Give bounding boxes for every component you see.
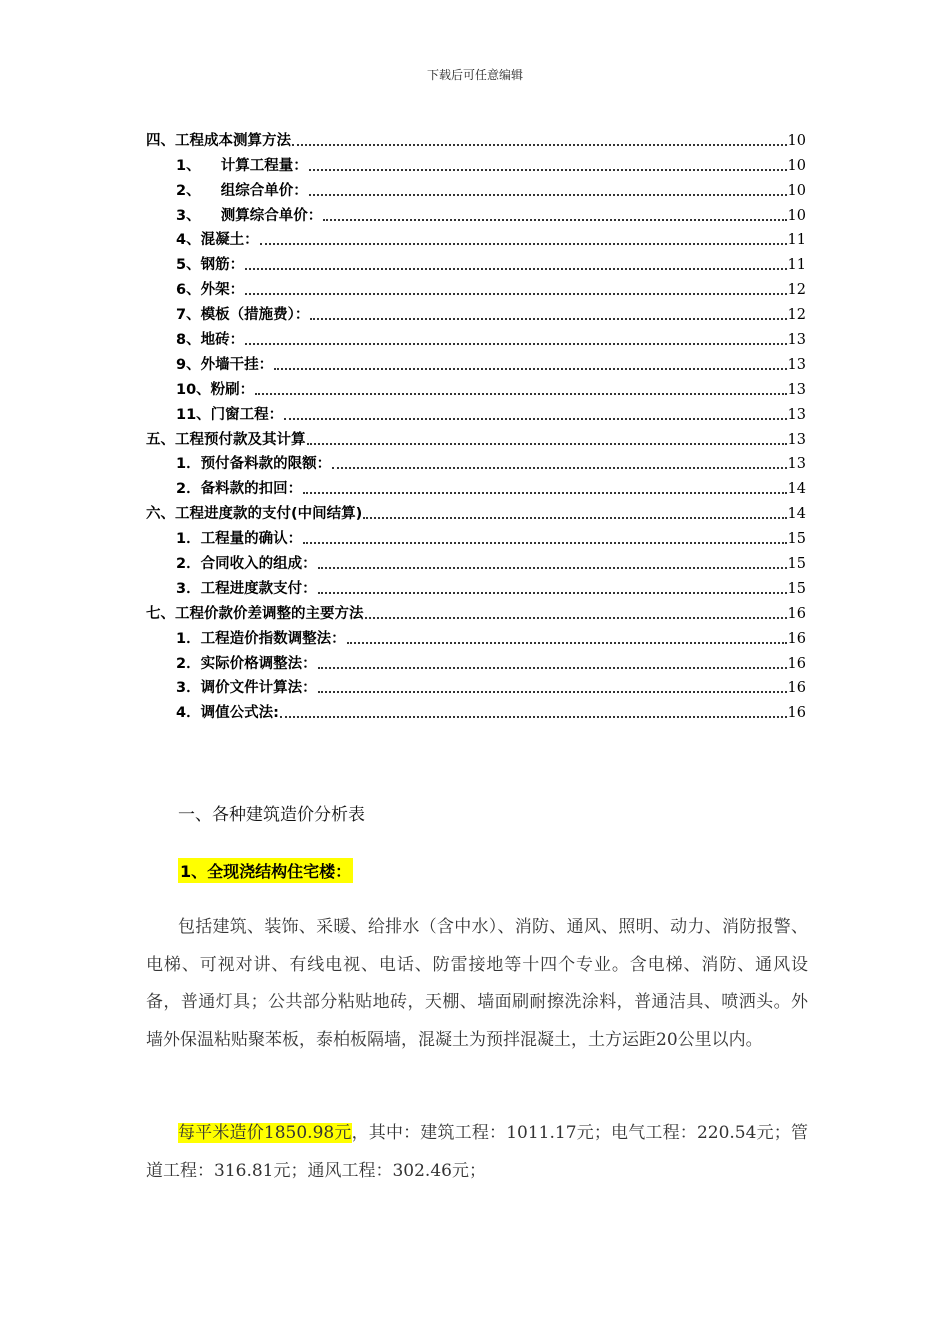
toc-entry[interactable] bbox=[146, 325, 806, 350]
toc-entry[interactable] bbox=[146, 151, 806, 176]
toc-leader-dots bbox=[307, 443, 787, 445]
toc-entry-label: 四、工程成本测算方法 bbox=[146, 132, 291, 149]
toc-entry-page: 16 bbox=[787, 605, 806, 622]
toc-leader-dots bbox=[318, 691, 787, 693]
section-title: 一、各种建筑造价分析表 bbox=[178, 805, 365, 825]
toc-entry-page: 16 bbox=[787, 630, 806, 647]
toc-entry-page: 16 bbox=[787, 655, 806, 672]
toc-entry-label: 2、 组综合单价： bbox=[176, 182, 308, 199]
toc-entry-label: 2．备料款的扣回： bbox=[176, 481, 303, 498]
page-header: 下载后可任意编辑 bbox=[426, 68, 523, 82]
toc-entry-label: 2．实际价格调整法： bbox=[176, 655, 317, 672]
toc-entry-page: 13 bbox=[787, 406, 806, 423]
toc-entry-label: 1．预付备料款的限额： bbox=[176, 456, 332, 473]
toc-leader-dots bbox=[292, 144, 787, 146]
toc-entry[interactable] bbox=[146, 226, 806, 251]
toc-entry[interactable] bbox=[146, 624, 806, 649]
toc-entry-label: 六、工程进度款的支付(中间结算) bbox=[146, 506, 363, 523]
toc-entry-page: 10 bbox=[787, 157, 806, 174]
toc-entry-page: 13 bbox=[787, 332, 806, 349]
toc-leader-dots bbox=[309, 169, 787, 171]
toc-entry[interactable] bbox=[146, 176, 806, 201]
toc-leader-dots bbox=[318, 592, 787, 594]
toc-entry-label: 3．工程进度款支付： bbox=[176, 580, 317, 597]
toc-leader-dots bbox=[310, 318, 786, 320]
table-of-contents bbox=[146, 126, 806, 723]
subsection-title: 1、全现浇结构住宅楼： bbox=[178, 858, 353, 883]
toc-entry[interactable] bbox=[146, 425, 806, 450]
toc-entry-page: 10 bbox=[787, 132, 806, 149]
toc-entry[interactable] bbox=[146, 574, 806, 599]
toc-entry-label: 8、地砖： bbox=[176, 332, 245, 349]
toc-entry[interactable] bbox=[146, 524, 806, 549]
toc-entry-page: 12 bbox=[787, 307, 806, 324]
toc-leader-dots bbox=[280, 716, 787, 718]
toc-entry-label: 4．调值公式法: bbox=[176, 705, 279, 722]
toc-entry[interactable] bbox=[146, 275, 806, 300]
toc-entry-label: 3、 测算综合单价： bbox=[176, 207, 323, 224]
toc-entry-label: 5、钢筋： bbox=[176, 257, 245, 274]
toc-entry[interactable] bbox=[146, 300, 806, 325]
toc-leader-dots bbox=[347, 642, 787, 644]
toc-entry-page: 15 bbox=[787, 580, 806, 597]
toc-entry-page: 16 bbox=[787, 680, 806, 697]
paragraph-cost bbox=[146, 1115, 808, 1190]
toc-leader-dots bbox=[274, 368, 786, 370]
toc-leader-dots bbox=[363, 517, 786, 519]
toc-leader-dots bbox=[255, 393, 786, 395]
toc-entry-label: 五、工程预付款及其计算 bbox=[146, 431, 306, 448]
toc-entry[interactable] bbox=[146, 599, 806, 624]
toc-entry-label: 1、 计算工程量： bbox=[176, 157, 308, 174]
toc-leader-dots bbox=[318, 567, 787, 569]
toc-entry-page: 13 bbox=[787, 381, 806, 398]
toc-entry-page: 13 bbox=[787, 431, 806, 448]
toc-entry[interactable] bbox=[146, 649, 806, 674]
toc-leader-dots bbox=[303, 542, 786, 544]
toc-leader-dots bbox=[284, 418, 786, 420]
toc-entry-page: 11 bbox=[787, 257, 806, 274]
toc-entry-page: 14 bbox=[787, 506, 806, 523]
toc-entry-label: 10、粉刷： bbox=[176, 381, 255, 398]
toc-leader-dots bbox=[245, 343, 786, 345]
toc-leader-dots bbox=[323, 219, 786, 221]
toc-entry[interactable] bbox=[146, 474, 806, 499]
toc-entry-page: 15 bbox=[787, 531, 806, 548]
toc-entry-page: 12 bbox=[787, 282, 806, 299]
paragraph-scope: 包括建筑、装饰、采暖、给排水（含中水）、消防、通风、照明、动力、消防报警、电梯、可视对讲、有线电视、电话、防雷接地等十四个专业。含电梯、消防、通风设备，普通灯具；公共部分粘贴地砖，天棚、墙面刷耐擦洗涂料，普通洁具、喷洒头。外墙外保温粘贴聚苯板，泰柏板隔墙，混凝土为预拌混凝土，土方运距20公里以内。 bbox=[146, 917, 808, 1050]
toc-entry-label: 11、门窗工程： bbox=[176, 406, 284, 423]
toc-entry-label: 6、外架： bbox=[176, 282, 245, 299]
cost-highlight: 每平米造价1850.98元 bbox=[178, 1123, 352, 1143]
toc-leader-dots bbox=[332, 467, 786, 469]
toc-entry[interactable] bbox=[146, 350, 806, 375]
toc-entry[interactable] bbox=[146, 375, 806, 400]
toc-entry[interactable] bbox=[146, 549, 806, 574]
toc-entry[interactable] bbox=[146, 499, 806, 524]
toc-entry[interactable] bbox=[146, 126, 806, 151]
toc-entry-page: 13 bbox=[787, 356, 806, 373]
toc-entry[interactable] bbox=[146, 450, 806, 475]
toc-leader-dots bbox=[260, 243, 787, 245]
toc-entry-label: 4、混凝土： bbox=[176, 232, 259, 249]
toc-entry[interactable] bbox=[146, 201, 806, 226]
toc-entry[interactable] bbox=[146, 250, 806, 275]
toc-entry-label: 3．调价文件计算法： bbox=[176, 680, 317, 697]
cost-breakdown: ，其中：建筑工程：1011.17元；电气工程：220.54元；管道工程：316.81元；通风工程：302.46元； bbox=[146, 1123, 808, 1181]
toc-entry-page: 10 bbox=[787, 207, 806, 224]
toc-leader-dots bbox=[245, 293, 786, 295]
toc-entry-page: 15 bbox=[787, 556, 806, 573]
toc-leader-dots bbox=[303, 492, 786, 494]
toc-entry-page: 10 bbox=[787, 182, 806, 199]
toc-entry-page: 14 bbox=[787, 481, 806, 498]
toc-entry-label: 1．工程量的确认： bbox=[176, 531, 303, 548]
toc-entry[interactable] bbox=[146, 698, 806, 723]
toc-entry-page: 16 bbox=[787, 705, 806, 722]
toc-leader-dots bbox=[309, 194, 787, 196]
toc-entry-label: 七、工程价款价差调整的主要方法 bbox=[146, 605, 364, 622]
toc-leader-dots bbox=[245, 268, 786, 270]
toc-entry-page: 13 bbox=[787, 456, 806, 473]
toc-entry-page: 11 bbox=[787, 232, 806, 249]
toc-entry-label: 1．工程造价指数调整法： bbox=[176, 630, 346, 647]
toc-leader-dots bbox=[318, 667, 787, 669]
toc-entry-label: 9、外墙干挂： bbox=[176, 356, 274, 373]
toc-leader-dots bbox=[365, 617, 787, 619]
toc-entry-label: 7、模板（措施费）： bbox=[176, 307, 310, 324]
toc-entry[interactable] bbox=[146, 400, 806, 425]
toc-entry[interactable] bbox=[146, 674, 806, 699]
toc-entry-label: 2．合同收入的组成： bbox=[176, 556, 317, 573]
